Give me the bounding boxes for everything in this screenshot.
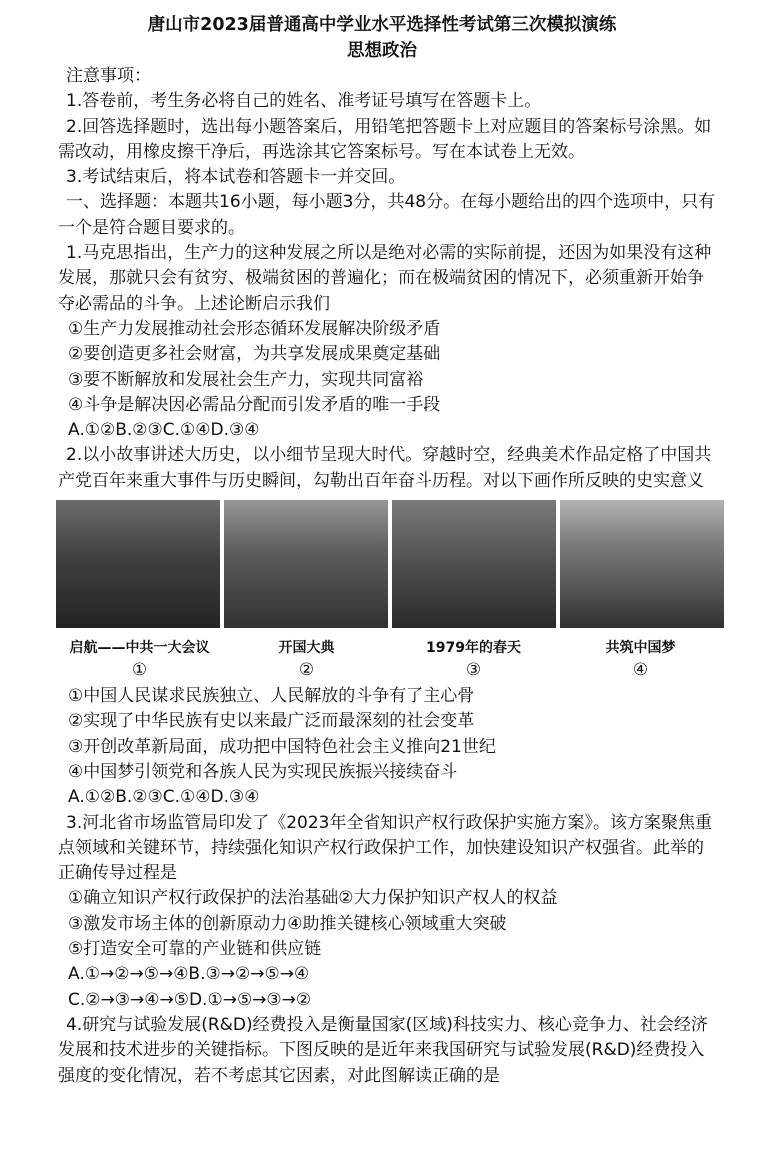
section-heading: 一、选择题：本题共16小题，每小题3分，共48分。在每小题给出的四个选项中，只有一个是符合题目要求的。 (58, 192, 716, 238)
question-4-stem: 4.研究与试验发展(R&D)经费投入是衡量国家(区域)科技实力、核心竞争力、社会经济发展和技术进步的关键指标。下图反映的是近年来我国研究与试验发展(R&D)经费投入强度的变化情况，若不考虑其它因素，对此图解读正确的是 (58, 1014, 708, 1086)
painting-image (56, 500, 220, 628)
paintings-figure (56, 500, 724, 680)
question-1-option: ②要创造更多社会财富，为共享发展成果奠定基础 (68, 344, 441, 365)
question-3-answers: A.①→②→⑤→④B.③→②→⑤→④ (68, 964, 310, 985)
question-2-option: ①中国人民谋求民族独立、人民解放的斗争有了主心骨 (68, 686, 475, 707)
question-1-answers: A.①②B.②③C.①④D.③④ (68, 420, 260, 441)
painting-caption: 1979年的春天 ③ (426, 640, 521, 681)
painting-caption: 开国大典 ② (278, 640, 335, 681)
note-item: 2.回答选择题时，选出每小题答案后，用铅笔把答题卡上对应题目的答案标号涂黑。如需改动，用橡皮擦干净后，再选涂其它答案标号。写在本试卷上无效。 (58, 116, 712, 162)
question-1-stem: 1.马克思指出，生产力的这种发展之所以是绝对必需的实际前提，还因为如果没有这种发展，那就只会有贫穷、极端贫困的普遍化；而在极端贫困的情况下，必须重新开始争夺必需品的斗争。上述论断启示我们 (58, 243, 712, 314)
question-1-option: ③要不断解放和发展社会生产力，实现共同富裕 (68, 369, 424, 390)
question-3-option: ③激发市场主体的创新原动力④助推关键核心领域重大突破 (68, 913, 507, 934)
question-2-option: ③开创改革新局面，成功把中国特色社会主义推向21世纪 (68, 736, 496, 757)
note-item: 3.考试结束后，将本试卷和答题卡一并交回。 (66, 167, 406, 188)
question-2-stem: 2.以小故事讲述大历史，以小细节呈现大时代。穿越时空，经典美术作品定格了中国共产党百年来重大事件与历史瞬间，勾勒出百年奋斗历程。对以下画作所反映的史实意义 (58, 445, 712, 491)
question-1-option: ①生产力发展推动社会形态循环发展解决阶级矛盾 (68, 318, 441, 339)
question-3-option: ⑤打造安全可靠的产业链和供应链 (68, 939, 322, 960)
question-2-option: ④中国梦引领党和各族人民为实现民族振兴接续奋斗 (68, 761, 458, 782)
question-1-option: ④斗争是解决因必需品分配而引发矛盾的唯一手段 (68, 394, 441, 415)
question-3-option: ①确立知识产权行政保护的法治基础②大力保护知识产权人的权益 (68, 888, 558, 909)
painting-caption: 启航——中共一大会议 ① (69, 640, 210, 681)
question-3-answers: C.②→③→④→⑤D.①→⑤→③→② (68, 989, 312, 1010)
exam-subject: 思想政治 (347, 41, 417, 61)
painting-image (392, 500, 556, 628)
question-2-option: ②实现了中华民族有史以来最广泛而最深刻的社会变革 (68, 711, 475, 732)
question-2-answers: A.①②B.②③C.①④D.③④ (68, 787, 260, 808)
painting-image (224, 500, 388, 628)
painting-caption: 共筑中国梦 ④ (605, 640, 676, 681)
exam-title: 唐山市2023届普通高中学业水平选择性考试第三次模拟演练 (147, 15, 617, 35)
note-item: 1.答卷前，考生务必将自己的姓名、准考证号填写在答题卡上。 (66, 91, 542, 112)
painting-image (560, 500, 724, 628)
notes-heading: 注意事项： (66, 66, 151, 86)
question-3-stem: 3.河北省市场监管局印发了《2023年全省知识产权行政保护实施方案》。该方案聚焦重点领域和关键环节，持续强化知识产权行政保护工作，加快建设知识产权强省。此举的正确传导过程是 (58, 812, 712, 884)
